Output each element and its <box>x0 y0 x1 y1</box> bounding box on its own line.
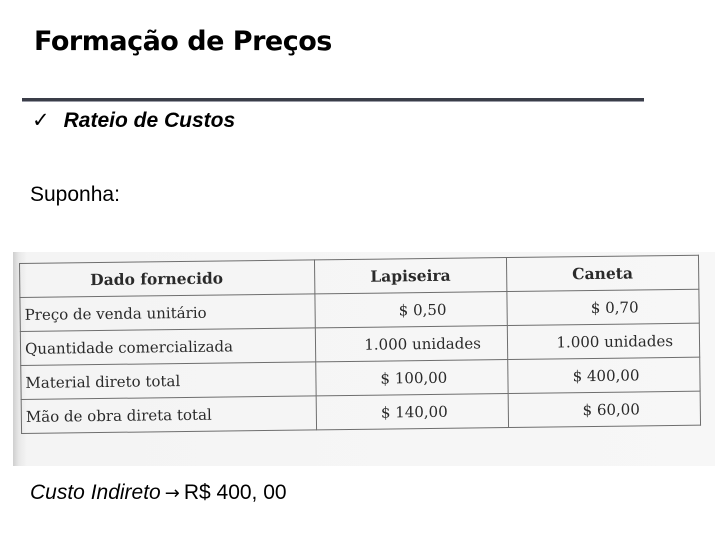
bullet-rateio <box>32 108 235 133</box>
scanned-table-image <box>13 252 715 466</box>
check-icon: ✓ <box>32 108 50 132</box>
cell-caneta: $ 0,70 <box>507 289 700 325</box>
column-header: Lapiseira <box>314 258 507 294</box>
cell-caneta: 1.000 unidades <box>507 323 700 359</box>
row-label: Mão de obra direta total <box>21 396 316 434</box>
title-divider <box>22 98 644 102</box>
cell-lapiseira: $ 100,00 <box>315 360 508 396</box>
row-label: Material direto total <box>21 362 316 400</box>
data-table <box>19 255 701 434</box>
table-row <box>21 391 700 433</box>
cell-caneta: $ 400,00 <box>508 357 701 393</box>
row-label: Preço de venda unitário <box>20 294 315 332</box>
column-header: Caneta <box>506 255 699 291</box>
bullet-text: Rateio de Custos <box>63 109 236 132</box>
footer-line <box>30 481 287 505</box>
cell-lapiseira: 1.000 unidades <box>315 326 508 362</box>
cell-lapiseira: $ 0,50 <box>315 292 508 328</box>
page-title: Formação de Preços <box>34 26 332 57</box>
cell-caneta: $ 60,00 <box>508 391 701 427</box>
row-label: Quantidade comercializada <box>20 328 315 366</box>
column-header: Dado fornecido <box>20 260 315 298</box>
intro-text: Suponha: <box>30 183 120 206</box>
cell-lapiseira: $ 140,00 <box>316 394 509 430</box>
footer-label: Custo Indireto <box>30 481 161 504</box>
arrow-right-icon: → <box>164 483 180 504</box>
footer-value: R$ 400, 00 <box>183 481 287 504</box>
